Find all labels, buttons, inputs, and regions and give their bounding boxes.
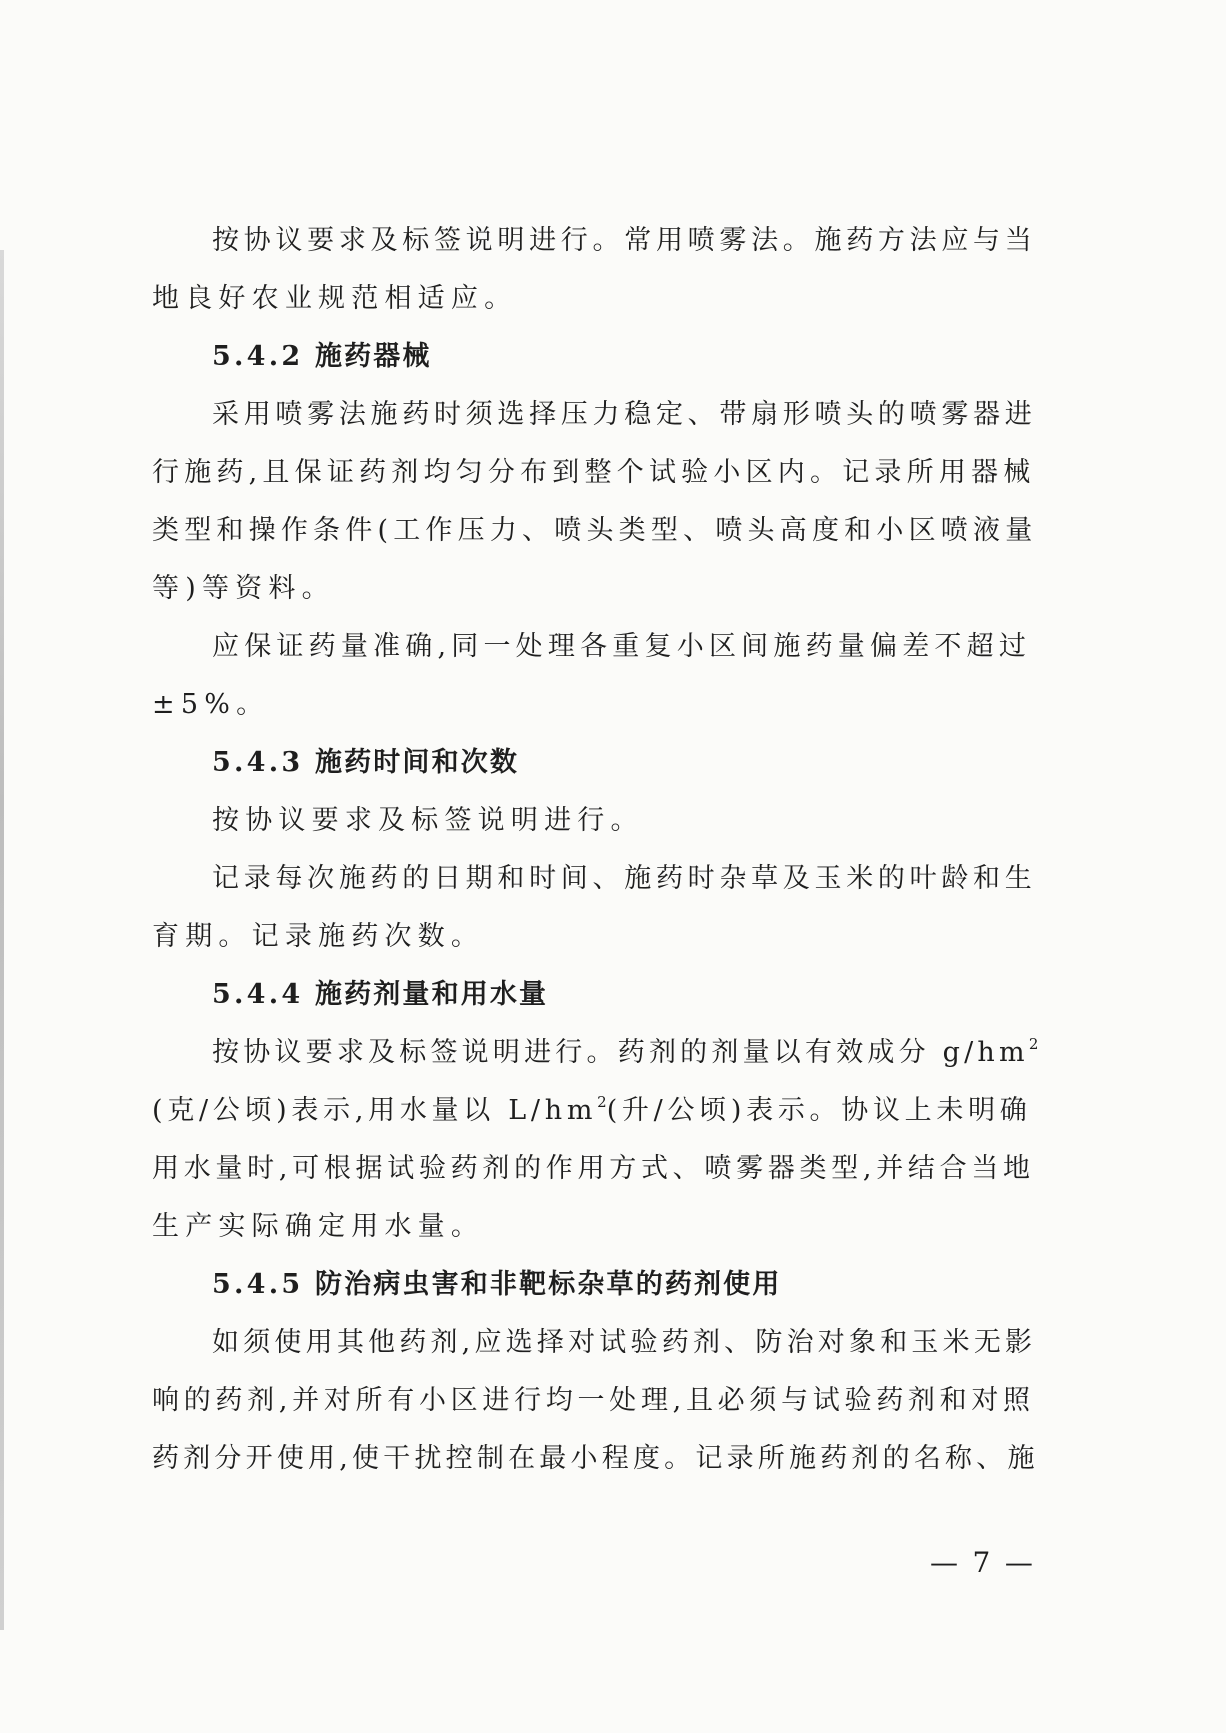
paragraph-line: 生产实际确定用水量。 bbox=[152, 1211, 485, 1242]
paragraph-line: 按协议要求及标签说明进行。常用喷雾法。施药方法应与当 bbox=[212, 225, 1037, 256]
section-number: 5.4.5 bbox=[212, 1269, 304, 1300]
line-text: 按协议要求及标签说明进行。药剂的剂量以有效成分 g/hm bbox=[212, 1037, 1029, 1068]
paragraph-line bbox=[152, 1024, 1040, 1082]
section-title: 施药剂量和用水量 bbox=[314, 979, 549, 1010]
section-heading-5-4-5 bbox=[152, 1256, 1040, 1314]
section-heading-5-4-3 bbox=[152, 734, 1040, 792]
paragraph-line: ±5%。 bbox=[152, 689, 270, 720]
section-number: 5.4.2 bbox=[212, 341, 304, 372]
line-text: (克/公顷)表示,用水量以 L/hm bbox=[152, 1095, 598, 1126]
paragraph-line: 按协议要求及标签说明进行。 bbox=[212, 805, 644, 836]
paragraph-line: 药剂分开使用,使干扰控制在最小程度。记录所施药剂的名称、施 bbox=[152, 1443, 1039, 1474]
paragraph-line: 地良好农业规范相适应。 bbox=[152, 283, 518, 314]
paragraph-line: 育期。记录施药次数。 bbox=[152, 921, 485, 952]
section-heading-5-4-2 bbox=[152, 328, 1040, 386]
line-text: (升/公顷)表示。协议上未明确 bbox=[606, 1095, 1032, 1126]
page-number: — 7 — bbox=[930, 1546, 1036, 1579]
paragraph-line: 记录每次施药的日期和时间、施药时杂草及玉米的叶龄和生 bbox=[212, 863, 1037, 894]
section-heading-5-4-4 bbox=[152, 966, 1040, 1024]
paragraph-line: 如须使用其他药剂,应选择对试验药剂、防治对象和玉米无影 bbox=[212, 1327, 1037, 1358]
paragraph-line: 响的药剂,并对所有小区进行均一处理,且必须与试验药剂和对照 bbox=[152, 1385, 1035, 1416]
paragraph-line: 等)等资料。 bbox=[152, 573, 335, 604]
document-page bbox=[152, 212, 1040, 1488]
section-title: 防治病虫害和非靶标杂草的药剂使用 bbox=[314, 1269, 782, 1300]
superscript: 2 bbox=[597, 1093, 607, 1111]
section-title: 施药器械 bbox=[314, 341, 432, 372]
paragraph-line: 类型和操作条件(工作压力、喷头类型、喷头高度和小区喷液量 bbox=[152, 515, 1038, 546]
paragraph-line: 行施药,且保证药剂均匀分布到整个试验小区内。记录所用器械 bbox=[152, 457, 1036, 488]
paragraph-line: 用水量时,可根据试验药剂的作用方式、喷雾器类型,并结合当地 bbox=[152, 1153, 1035, 1184]
paragraph-line bbox=[152, 1082, 1040, 1140]
section-number: 5.4.3 bbox=[212, 747, 304, 778]
section-number: 5.4.4 bbox=[212, 979, 304, 1010]
section-title: 施药时间和次数 bbox=[314, 747, 520, 778]
scan-edge-shadow bbox=[0, 250, 4, 1630]
paragraph-line: 应保证药量准确,同一处理各重复小区间施药量偏差不超过 bbox=[212, 631, 1032, 662]
paragraph-line: 采用喷雾法施药时须选择压力稳定、带扇形喷头的喷雾器进 bbox=[212, 399, 1037, 430]
superscript: 2 bbox=[1028, 1035, 1039, 1053]
